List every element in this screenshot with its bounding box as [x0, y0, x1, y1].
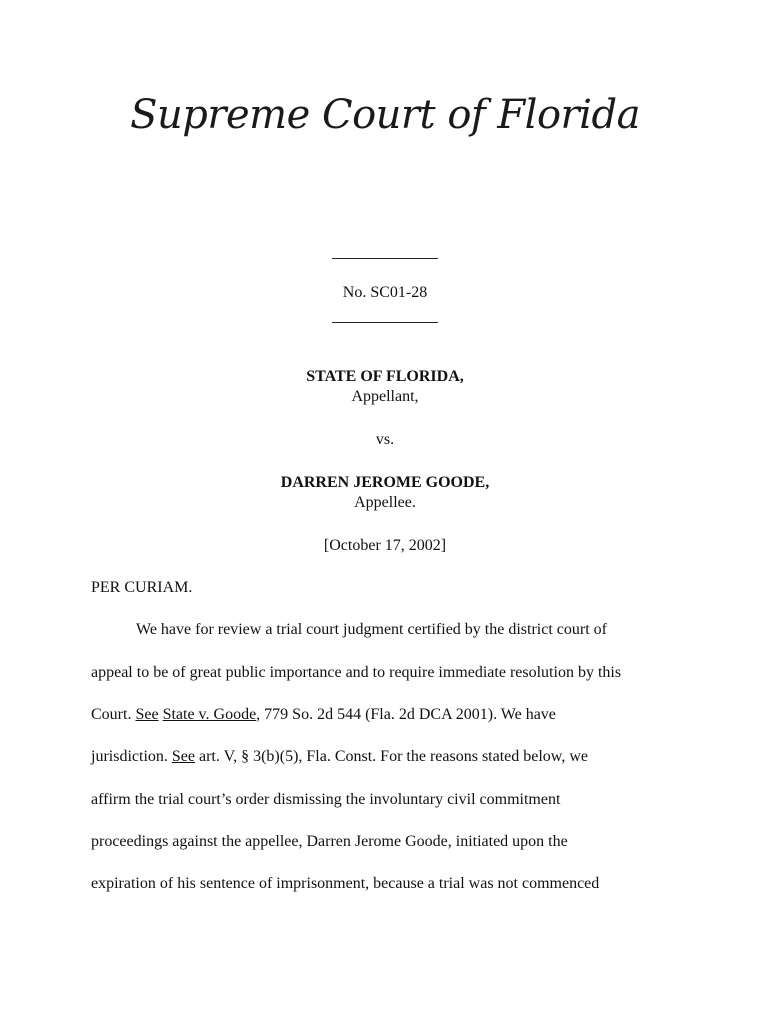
line-3-text-c: , 779 So. 2d 544 (Fla. 2d DCA 2001). We have: [256, 706, 556, 723]
line-4-text-b: art. V, § 3(b)(5), Fla. Const. For the reasons stated below, we: [195, 748, 588, 765]
court-title: Supreme Court of Florida: [130, 92, 640, 138]
opinion-line-3: [91, 705, 556, 725]
case-number: No. SC01-28: [342, 284, 428, 301]
opinion-line-1: We have for review a trial court judgment certified by the district court of: [136, 621, 607, 638]
case-number-rule-top: [332, 258, 438, 259]
opinion-line-6: proceedings against the appellee, Darren Jerome Goode, initiated upon the: [91, 833, 568, 850]
per-curiam-heading: PER CURIAM.: [91, 579, 193, 596]
opinion-line-7: expiration of his sentence of imprisonment, because a trial was not commenced: [91, 875, 600, 892]
appellant-name: STATE OF FLORIDA,: [306, 368, 464, 385]
versus-label: vs.: [375, 431, 395, 448]
see-signal: See: [171, 748, 195, 765]
see-signal: See: [135, 706, 159, 723]
case-number-rule-bottom: [332, 322, 438, 323]
opinion-line-5: affirm the trial court’s order dismissing the involuntary civil commitment: [91, 791, 561, 808]
opinion-line-2: appeal to be of great public importance and to require immediate resolution by this: [91, 664, 622, 681]
decision-date: [October 17, 2002]: [323, 537, 447, 554]
appellant-role: Appellant,: [351, 388, 419, 405]
case-citation: State v. Goode: [162, 706, 257, 723]
line-3-text-a: Court.: [91, 706, 136, 723]
line-4-text-a: jurisdiction.: [91, 748, 172, 765]
appellee-role: Appellee.: [354, 494, 416, 511]
opinion-line-4: [91, 747, 588, 767]
appellee-name: DARREN JEROME GOODE,: [280, 474, 490, 491]
